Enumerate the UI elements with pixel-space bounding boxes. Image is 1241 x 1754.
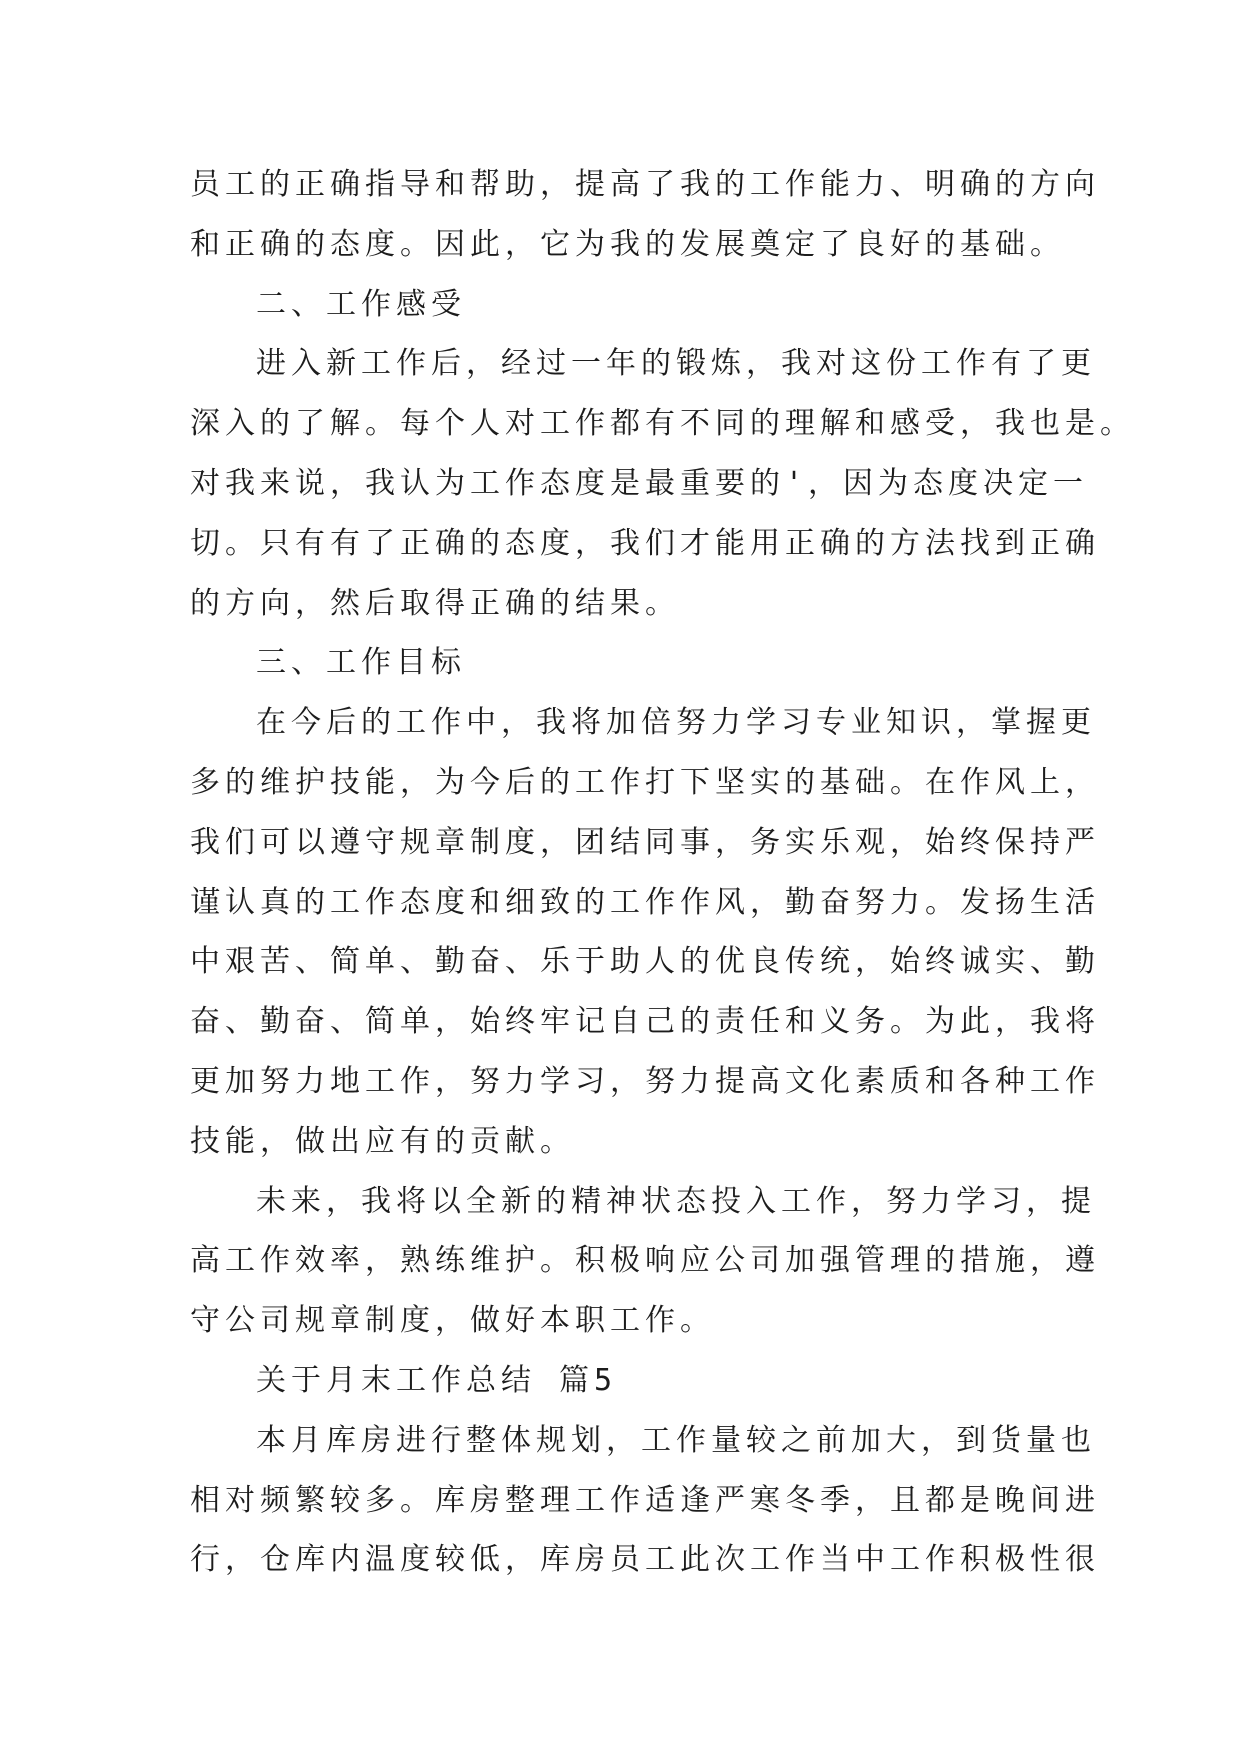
text-line: 本月库房进行整体规划，工作量较之前加大，到货量也 — [256, 1422, 1096, 1458]
text-line: 未来，我将以全新的精神状态投入工作，努力学习，提 — [256, 1183, 1096, 1219]
text-line: 更加努力地工作，努力学习，努力提高文化素质和各种工作 — [190, 1063, 1100, 1099]
text-line: 谨认真的工作态度和细致的工作作风，勤奋努力。发扬生活 — [190, 884, 1100, 920]
text-line: 进入新工作后，经过一年的锻炼，我对这份工作有了更 — [256, 346, 1096, 382]
text-line: 和正确的态度。因此，它为我的发展奠定了良好的基础。 — [190, 226, 1065, 262]
text-line: 我们可以遵守规章制度，团结同事，务实乐观，始终保持严 — [190, 824, 1100, 860]
text-line: 技能，做出应有的贡献。 — [190, 1123, 575, 1159]
text-line: 多的维护技能，为今后的工作打下坚实的基础。在作风上， — [190, 764, 1100, 800]
section-heading-work-goals: 三、工作目标 — [256, 645, 466, 681]
text-line: 高工作效率，熟练维护。积极响应公司加强管理的措施，遵 — [190, 1243, 1100, 1279]
text-line: 行，仓库内温度较低，库房员工此次工作当中工作积极性很 — [190, 1542, 1100, 1578]
article-title-part-5: 关于月末工作总结 篇5 — [256, 1362, 618, 1398]
text-line: 在今后的工作中，我将加倍努力学习专业知识，掌握更 — [256, 705, 1096, 741]
text-line: 对我来说，我认为工作态度是最重要的'，因为态度决定一 — [190, 465, 1089, 501]
text-line: 中艰苦、简单、勤奋、乐于助人的优良传统，始终诚实、勤 — [190, 944, 1100, 980]
section-heading-work-feelings: 二、工作感受 — [256, 286, 466, 322]
text-line: 切。只有有了正确的态度，我们才能用正确的方法找到正确 — [190, 525, 1100, 561]
text-line: 员工的正确指导和帮助，提高了我的工作能力、明确的方向 — [190, 167, 1100, 202]
text-line: 守公司规章制度，做好本职工作。 — [190, 1303, 715, 1339]
text-line: 深入的了解。每个人对工作都有不同的理解和感受，我也是。 — [190, 406, 1135, 442]
document-body — [190, 155, 1135, 1590]
text-line: 的方向，然后取得正确的结果。 — [190, 585, 680, 621]
text-line: 奋、勤奋、简单，始终牢记自己的责任和义务。为此，我将 — [190, 1004, 1100, 1040]
text-line: 相对频繁较多。库房整理工作适逢严寒冬季，且都是晚间进 — [190, 1482, 1100, 1518]
